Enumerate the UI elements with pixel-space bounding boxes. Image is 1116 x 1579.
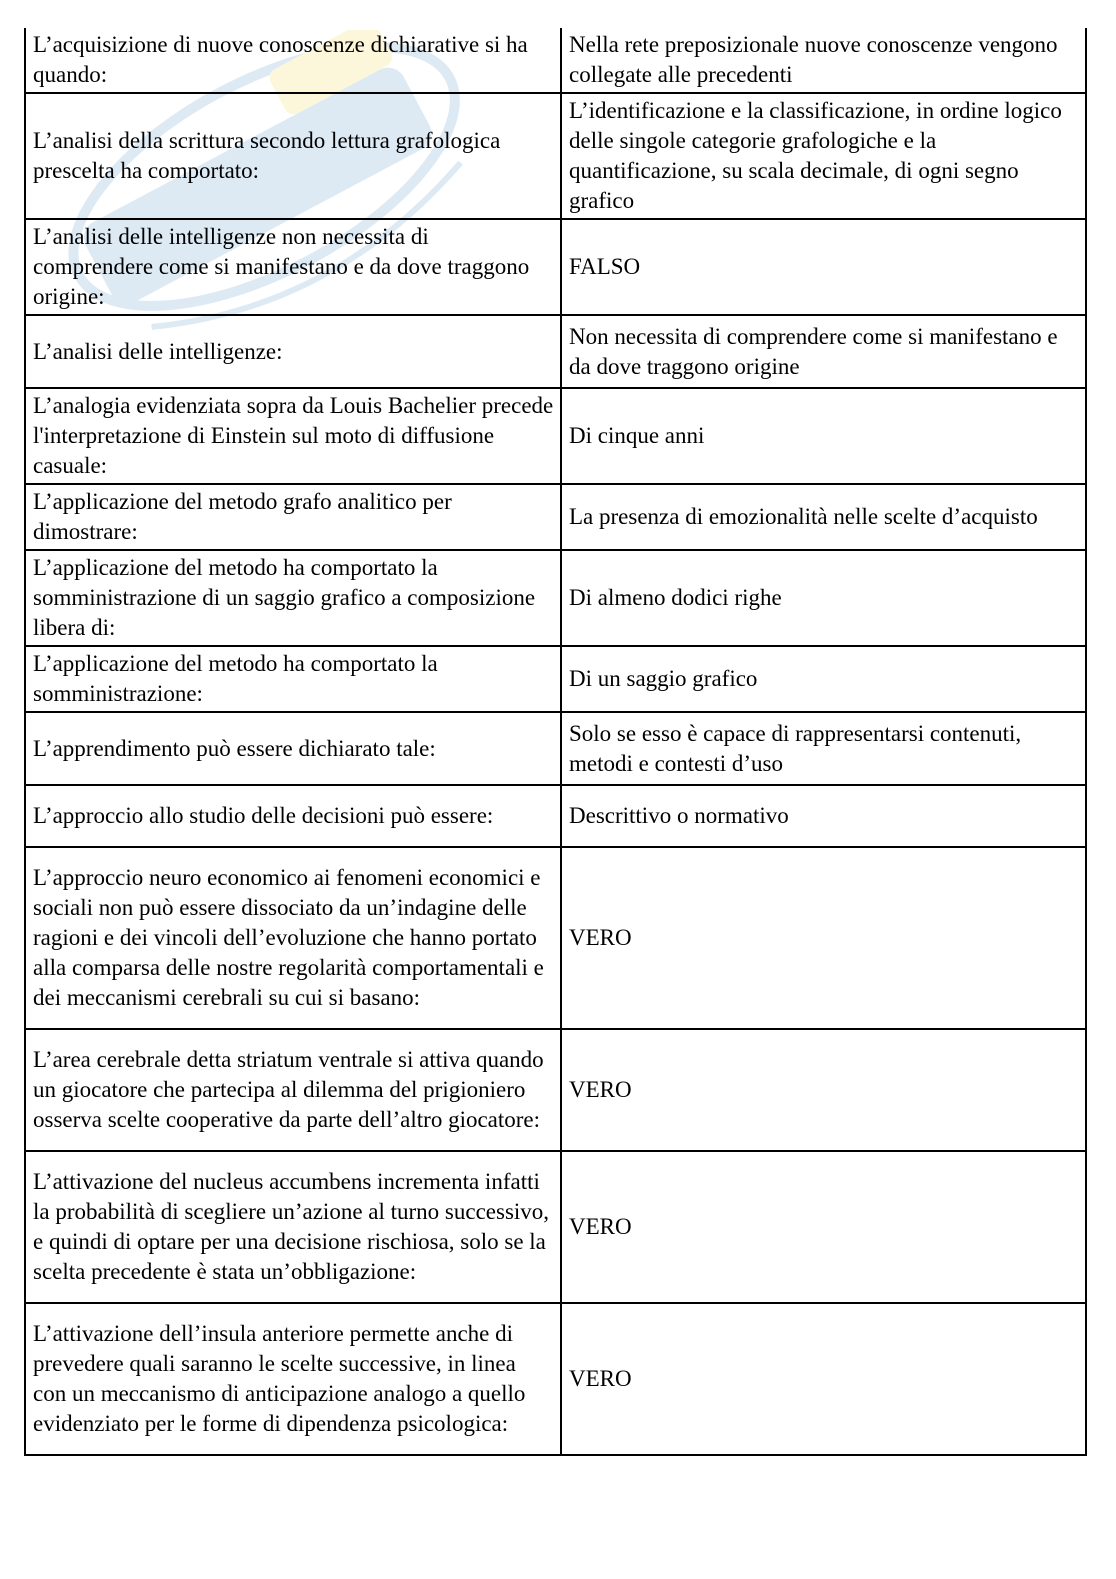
question-cell: L’analisi delle intelligenze:: [25, 315, 561, 388]
question-cell: L’attivazione dell’insula anteriore permette anche di prevedere quali saranno le scelte successive, in linea con un meccanismo di anticipazione analogo a quello evidenziato per le forme di dipendenza psicologica:: [25, 1303, 561, 1455]
question-cell: L’approccio allo studio delle decisioni può essere:: [25, 785, 561, 847]
table-row: [25, 1029, 1086, 1151]
question-cell: L’analogia evidenziata sopra da Louis Bachelier precede l'interpretazione di Einstein sul moto di diffusione casuale:: [25, 388, 561, 484]
question-cell: L’approccio neuro economico ai fenomeni economici e sociali non può essere dissociato da un’indagine delle ragioni e dei vincoli dell’evoluzione che hanno portato alla comparsa delle nostre regolarità comportamentali e dei meccanismi cerebrali su cui si basano:: [25, 847, 561, 1029]
table-row: [25, 847, 1086, 1029]
answer-cell: La presenza di emozionalità nelle scelte d’acquisto: [561, 484, 1086, 550]
table-row: [25, 28, 1086, 93]
question-cell: L’apprendimento può essere dichiarato tale:: [25, 712, 561, 785]
answer-cell: Nella rete preposizionale nuove conoscenze vengono collegate alle precedenti: [561, 28, 1086, 93]
answer-cell: VERO: [561, 1029, 1086, 1151]
table-row: [25, 93, 1086, 219]
table-row: [25, 484, 1086, 550]
answer-cell: Di almeno dodici righe: [561, 550, 1086, 646]
question-cell: L’applicazione del metodo grafo analitico per dimostrare:: [25, 484, 561, 550]
answer-cell: VERO: [561, 847, 1086, 1029]
table-row: [25, 712, 1086, 785]
answer-cell: L’identificazione e la classificazione, in ordine logico delle singole categorie grafologiche e la quantificazione, su scala decimale, di ogni segno grafico: [561, 93, 1086, 219]
table-row: [25, 219, 1086, 315]
answer-cell: Non necessita di comprendere come si manifestano e da dove traggono origine: [561, 315, 1086, 388]
table-row: [25, 550, 1086, 646]
answer-cell: FALSO: [561, 219, 1086, 315]
answer-cell: VERO: [561, 1151, 1086, 1303]
answer-cell: Descrittivo o normativo: [561, 785, 1086, 847]
answer-cell: Solo se esso è capace di rappresentarsi contenuti, metodi e contesti d’uso: [561, 712, 1086, 785]
answer-cell: Di un saggio grafico: [561, 646, 1086, 712]
question-cell: L’applicazione del metodo ha comportato la somministrazione:: [25, 646, 561, 712]
question-cell: L’attivazione del nucleus accumbens incrementa infatti la probabilità di scegliere un’azione al turno successivo, e quindi di optare per una decisione rischiosa, solo se la scelta precedente è stata un’obbligazione:: [25, 1151, 561, 1303]
question-cell: L’analisi delle intelligenze non necessita di comprendere come si manifestano e da dove traggono origine:: [25, 219, 561, 315]
answer-cell: Di cinque anni: [561, 388, 1086, 484]
table-row: [25, 1303, 1086, 1455]
table-row: [25, 1151, 1086, 1303]
qa-table: [24, 28, 1087, 1456]
question-cell: L’acquisizione di nuove conoscenze dichiarative si ha quando:: [25, 28, 561, 93]
table-row: [25, 388, 1086, 484]
question-cell: L’analisi della scrittura secondo lettura grafologica prescelta ha comportato:: [25, 93, 561, 219]
question-cell: L’applicazione del metodo ha comportato la somministrazione di un saggio grafico a composizione libera di:: [25, 550, 561, 646]
table-row: [25, 646, 1086, 712]
answer-cell: VERO: [561, 1303, 1086, 1455]
question-cell: L’area cerebrale detta striatum ventrale si attiva quando un giocatore che partecipa al dilemma del prigioniero osserva scelte cooperative da parte dell’altro giocatore:: [25, 1029, 561, 1151]
table-row: [25, 785, 1086, 847]
table-row: [25, 315, 1086, 388]
